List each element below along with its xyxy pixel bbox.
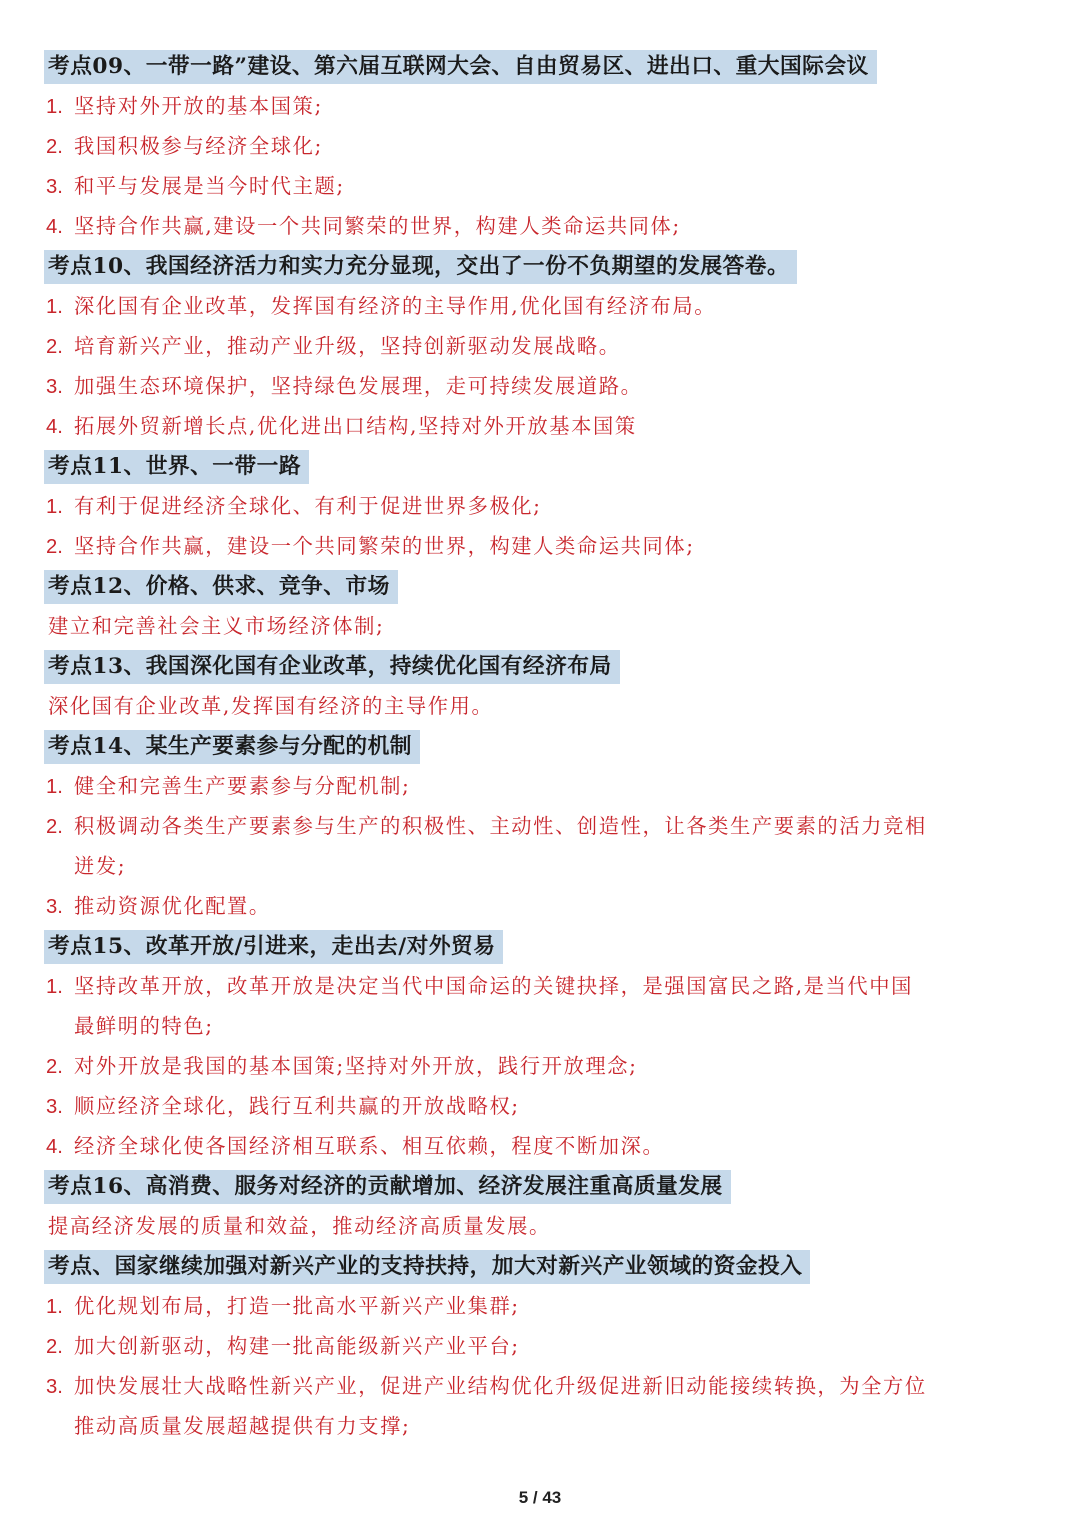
section-heading-row xyxy=(0,46,1080,86)
list-item-text: 深化国有企业改革,发挥国有经济的主导作用。 xyxy=(48,694,494,718)
list-item-number: 1. xyxy=(46,96,63,118)
list-item-number: 4. xyxy=(46,1136,63,1158)
list-item-text: 我国积极参与经济全球化; xyxy=(74,134,323,158)
list-item-text: 推动资源优化配置。 xyxy=(74,894,271,918)
list-item-number: 2. xyxy=(46,1336,63,1358)
list-item xyxy=(0,1046,1080,1086)
section-heading: 考点15、改革开放/引进来，走出去/对外贸易 xyxy=(44,930,503,964)
page-number: 5 / 43 xyxy=(518,1488,562,1507)
section-heading: 考点11、世界、一带一路 xyxy=(44,450,309,484)
document-page xyxy=(0,46,1080,1446)
list-item xyxy=(0,166,1080,206)
section-heading: 考点09、一带一路”建设、第六届互联网大会、自由贸易区、进出口、重大国际会议 xyxy=(44,50,877,84)
list-item-continuation xyxy=(0,1006,1080,1046)
list-item-text: 优化规划布局，打造一批高水平新兴产业集群; xyxy=(74,1294,520,1318)
list-item-text: 建立和完善社会主义市场经济体制; xyxy=(48,614,385,638)
list-item-number: 3. xyxy=(46,376,63,398)
list-item-number: 1. xyxy=(46,1296,63,1318)
list-item-number: 3. xyxy=(46,896,63,918)
section-heading-row xyxy=(0,926,1080,966)
list-item xyxy=(0,966,1080,1006)
list-item-text: 健全和完善生产要素参与分配机制; xyxy=(74,774,411,798)
list-item xyxy=(0,1326,1080,1366)
list-item-text: 拓展外贸新增长点,优化进出口结构,坚持对外开放基本国策 xyxy=(74,414,637,438)
list-item-number: 2. xyxy=(46,336,63,358)
list-item-text: 对外开放是我国的基本国策;坚持对外开放，践行开放理念; xyxy=(74,1054,638,1078)
list-item-text: 迸发; xyxy=(74,854,127,878)
list-item xyxy=(0,86,1080,126)
list-item-number: 4. xyxy=(46,216,63,238)
section-heading-row xyxy=(0,446,1080,486)
list-item-number: 1. xyxy=(46,776,63,798)
list-item-number: 1. xyxy=(46,976,63,998)
list-item xyxy=(0,326,1080,366)
list-item-number: 2. xyxy=(46,536,63,558)
section-heading-row xyxy=(0,1166,1080,1206)
paragraph-line xyxy=(0,1206,1080,1246)
list-item-text: 加大创新驱动，构建一批高能级新兴产业平台; xyxy=(74,1334,520,1358)
list-item xyxy=(0,366,1080,406)
list-item xyxy=(0,1286,1080,1326)
section-heading: 考点14、某生产要素参与分配的机制 xyxy=(44,730,420,764)
list-item xyxy=(0,526,1080,566)
section-heading-row xyxy=(0,726,1080,766)
list-item-text: 积极调动各类生产要素参与生产的积极性、主动性、创造性，让各类生产要素的活力竞相 xyxy=(74,814,927,838)
list-item-number: 2. xyxy=(46,136,63,158)
list-item xyxy=(0,806,1080,846)
list-item-text: 坚持合作共赢，建设一个共同繁荣的世界，构建人类命运共同体; xyxy=(74,534,695,558)
list-item-text: 坚持对外开放的基本国策; xyxy=(74,94,323,118)
list-item xyxy=(0,766,1080,806)
list-item xyxy=(0,886,1080,926)
section-heading-row xyxy=(0,646,1080,686)
list-item-text: 加快发展壮大战略性新兴产业，促进产业结构优化升级促进新旧动能接续转换，为全方位 xyxy=(74,1374,927,1398)
list-item-number: 2. xyxy=(46,1056,63,1078)
list-item-number: 1. xyxy=(46,296,63,318)
section-heading: 考点、国家继续加强对新兴产业的支持扶持，加大对新兴产业领域的资金投入 xyxy=(44,1250,810,1284)
list-item-continuation xyxy=(0,1406,1080,1446)
list-item-text: 最鲜明的特色; xyxy=(74,1014,214,1038)
list-item xyxy=(0,1366,1080,1406)
list-item-number: 1. xyxy=(46,496,63,518)
list-item xyxy=(0,286,1080,326)
list-item-text: 加强生态环境保护，坚持绿色发展理，走可持续发展道路。 xyxy=(74,374,643,398)
list-item-text: 顺应经济全球化，践行互利共赢的开放战略权; xyxy=(74,1094,520,1118)
section-heading: 考点13、我国深化国有企业改革，持续优化国有经济布局 xyxy=(44,650,620,684)
list-item-text: 经济全球化使各国经济相互联系、相互依赖，程度不断加深。 xyxy=(74,1134,665,1158)
section-heading-row xyxy=(0,246,1080,286)
list-item-text: 培育新兴产业，推动产业升级，坚持创新驱动发展战略。 xyxy=(74,334,621,358)
list-item-text: 推动高质量发展超越提供有力支撑; xyxy=(74,1414,411,1438)
list-item-text: 坚持合作共赢,建设一个共同繁荣的世界，构建人类命运共同体; xyxy=(74,214,681,238)
list-item-number: 3. xyxy=(46,176,63,198)
list-item-text: 坚持改革开放，改革开放是决定当代中国命运的关键抉择，是强国富民之路,是当代中国 xyxy=(74,974,913,998)
section-heading: 考点16、高消费、服务对经济的贡献增加、经济发展注重高质量发展 xyxy=(44,1170,731,1204)
list-item-text: 深化国有企业改革，发挥国有经济的主导作用,优化国有经济布局。 xyxy=(74,294,717,318)
list-item xyxy=(0,1086,1080,1126)
section-heading-row xyxy=(0,566,1080,606)
list-item xyxy=(0,206,1080,246)
paragraph-line xyxy=(0,686,1080,726)
list-item-continuation xyxy=(0,846,1080,886)
list-item-number: 3. xyxy=(46,1096,63,1118)
paragraph-line xyxy=(0,606,1080,646)
list-item xyxy=(0,486,1080,526)
list-item-text: 和平与发展是当今时代主题; xyxy=(74,174,345,198)
list-item xyxy=(0,126,1080,166)
section-heading: 考点12、价格、供求、竞争、市场 xyxy=(44,570,398,604)
list-item-number: 3. xyxy=(46,1376,63,1398)
list-item-text: 提高经济发展的质量和效益，推动经济高质量发展。 xyxy=(48,1214,551,1238)
list-item-number: 4. xyxy=(46,416,63,438)
list-item xyxy=(0,1126,1080,1166)
list-item-number: 2. xyxy=(46,816,63,838)
section-heading-row xyxy=(0,1246,1080,1286)
section-heading: 考点10、我国经济活力和实力充分显现，交出了一份不负期望的发展答卷。 xyxy=(44,250,797,284)
list-item xyxy=(0,406,1080,446)
list-item-text: 有利于促进经济全球化、有利于促进世界多极化; xyxy=(74,494,542,518)
